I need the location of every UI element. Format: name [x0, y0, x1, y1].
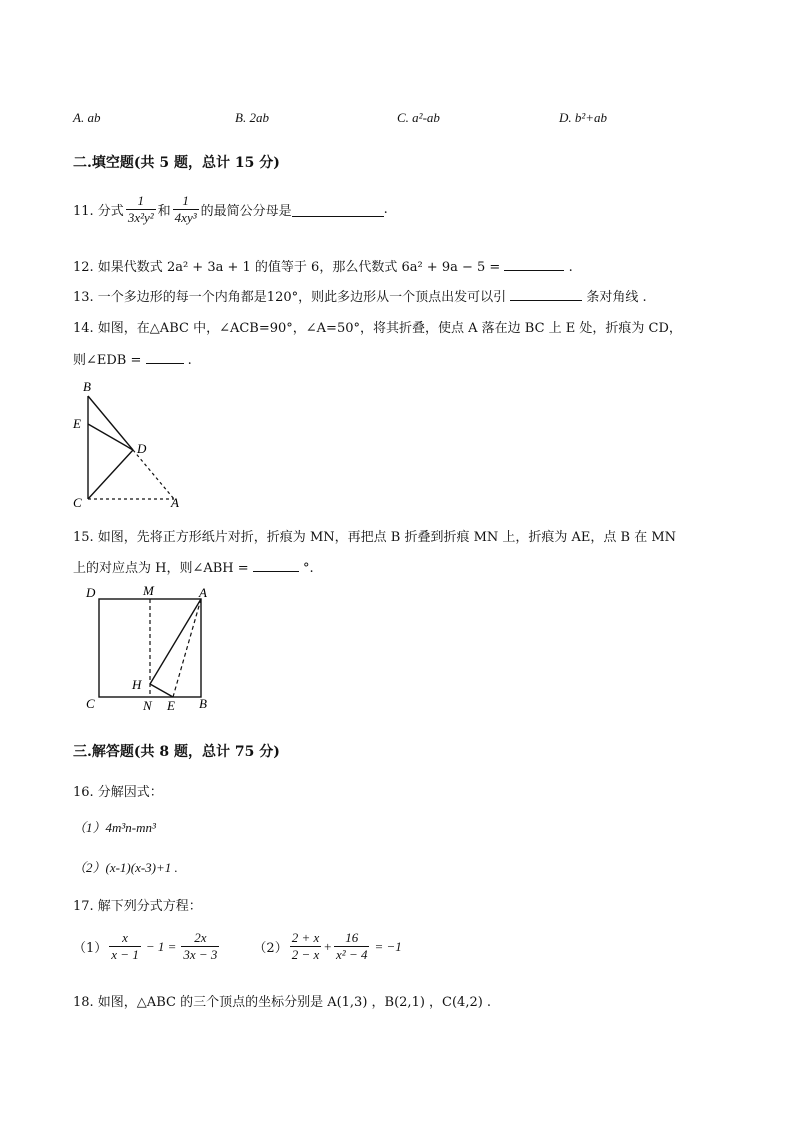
q11-f2-denominator: 4xy³ — [174, 210, 197, 225]
q17-p2-fraction-1 — [290, 930, 322, 963]
fig15-segment-ah — [150, 599, 201, 684]
q17-p1-middle: − 1 = — [145, 938, 177, 954]
q15-line-1: 15. 如图，先将正方形纸片对折，折痕为 MN，再把点 B 折叠到折痕 MN 上，折痕为 AE，点 B 在 MN — [73, 530, 677, 545]
q14-line-2-wrap — [73, 349, 192, 368]
q17-equations — [73, 930, 402, 963]
fig15-label-h: H — [132, 677, 142, 692]
fig14-label-b: B — [83, 379, 91, 394]
q14-answer-blank[interactable] — [146, 349, 184, 364]
q11-f1-denominator: 3x²y² — [127, 210, 154, 225]
q17-p2-f1-numerator: 2 + x — [291, 930, 320, 945]
q12-end: . — [568, 260, 573, 275]
q15-line-2: 上的对应点为 H，则∠ABH = — [73, 561, 249, 576]
choice-a: A. ab — [73, 110, 101, 125]
fig15-label-a: A — [199, 585, 207, 600]
fig14-fold-cd — [88, 450, 133, 499]
q17-p2-plus: + — [323, 938, 333, 954]
q11-f2-numerator: 1 — [182, 193, 189, 208]
q11-prefix: 11. 分式 — [73, 204, 124, 219]
q17-p2-f1-denominator: 2 − x — [291, 947, 320, 962]
q11-fraction-2 — [173, 193, 199, 226]
q14-end: . — [187, 353, 192, 368]
q17-p2-f2-numerator: 16 — [345, 930, 359, 945]
q11-end: . — [383, 202, 388, 217]
q11-suffix: 的最简公分母是 — [200, 204, 292, 219]
q13-answer-blank[interactable] — [510, 286, 582, 301]
fig14-segment-ed — [88, 424, 133, 450]
q17-p2-rhs: = −1 — [374, 938, 402, 954]
q12-text: 12. 如果代数式 2a² + 3a + 1 的值等于 6，那么代数式 6a² + 9a − 5 = — [73, 260, 501, 275]
choice-d: D. b²+ab — [559, 110, 608, 125]
q16-part-2: （2）(x-1)(x-3)+1 . — [73, 860, 178, 875]
q14-line-1: 14. 如图，在△ABC 中，∠ACB=90°，∠A=50°，将其折叠，使点 A 落在边 BC 上 E 处，折痕为 CD， — [73, 321, 682, 336]
q18-text: 18. 如图，△ABC 的三个顶点的坐标分别是 A(1,3) ，B(2,1) ，C(4,2) . — [73, 995, 492, 1010]
choice-b: B. 2ab — [235, 110, 269, 125]
fig15-label-d: D — [86, 585, 96, 600]
fig15-label-e: E — [167, 698, 175, 713]
fig15-label-n: N — [143, 698, 152, 713]
q16-title: 16. 分解因式： — [73, 785, 163, 800]
fig15-crease-ae — [173, 599, 201, 697]
q17-p2-f2-denominator: x² − 4 — [336, 947, 368, 962]
q11-fraction-1 — [126, 193, 156, 226]
q16-part-1: （1）4m³n-mn³ — [73, 820, 156, 835]
fig15-segment-he — [150, 684, 173, 697]
q17-p1-f2-denominator: 3x − 3 — [183, 947, 218, 962]
q17-p2-fraction-2 — [334, 930, 369, 963]
question-13 — [73, 286, 647, 305]
q17-part-1-label: （1） — [73, 941, 108, 956]
fig15-label-b: B — [199, 696, 207, 711]
question-12 — [73, 256, 573, 275]
section-3-heading: 三.解答题(共 8 题，总计 75 分) — [73, 744, 280, 760]
q13-prefix: 13. 一个多边形的每一个内角都是120°，则此多边形从一个顶点出发可以引 — [73, 290, 507, 305]
q17-p1-f2-numerator: 2x — [194, 930, 207, 945]
choice-c: C. a²-ab — [397, 110, 440, 125]
q17-p1-fraction-2 — [181, 930, 219, 963]
fig15-label-c: C — [86, 696, 95, 711]
figure-14 — [70, 378, 190, 510]
q17-part-2-label: （2） — [253, 941, 288, 956]
q15-end: °. — [302, 561, 314, 576]
q11-f1-numerator: 1 — [137, 193, 144, 208]
figure-15 — [82, 583, 218, 713]
section-2-heading: 二.填空题(共 5 题，总计 15 分) — [73, 155, 280, 171]
question-11 — [73, 193, 388, 226]
fig14-label-e: E — [73, 416, 81, 431]
q14-line-2: 则∠EDB = — [73, 353, 142, 368]
q17-p1-f1-denominator: x − 1 — [111, 947, 139, 962]
fig14-label-a: A — [171, 495, 179, 510]
fig14-label-d: D — [137, 441, 147, 456]
q11-answer-blank[interactable] — [292, 202, 384, 217]
fig15-label-m: M — [143, 583, 154, 598]
q17-p1-f1-numerator: x — [122, 930, 128, 945]
fig14-side-bd — [88, 396, 133, 450]
q15-answer-blank[interactable] — [253, 557, 299, 572]
q17-title: 17. 解下列分式方程： — [73, 899, 202, 914]
fig14-dashed-da — [133, 450, 174, 499]
q11-and: 和 — [157, 204, 171, 219]
q12-answer-blank[interactable] — [504, 256, 564, 271]
q15-line-2-wrap — [73, 557, 314, 576]
q13-suffix: 条对角线 . — [586, 290, 647, 305]
fig14-label-c: C — [73, 495, 82, 510]
q17-p1-fraction-1 — [109, 930, 141, 963]
